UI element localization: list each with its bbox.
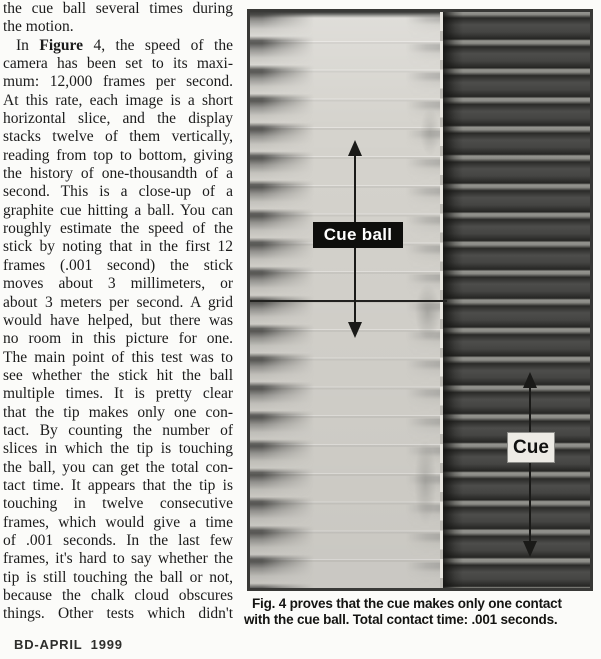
cue-label: Cue [508,433,554,462]
cue-stick-slices [443,12,590,588]
text-line: the motion. [3,18,74,36]
cue-ball-label: Cue ball [313,222,403,248]
text-line: things. Other tests which didn't [3,605,233,623]
text-line: about 3 meters per second. A grid [3,293,233,311]
text-line: that the tip makes only one con- [3,403,233,421]
text-line: roughly estimate the speed of the [3,220,233,238]
high-speed-photo [247,9,593,591]
text-line: graphite cue hitting a ball. You can [3,201,233,219]
page-footer: BD-APRIL 1999 [14,637,123,652]
caption-line: Fig. 4 proves that the cue makes only one contact [252,596,562,611]
text-line: reading from top to bottom, giving [3,146,233,164]
text-line: horizontal slice, and the display [3,110,233,128]
arrowhead-down-icon [348,322,362,338]
text-line: tact time. It appears that the tip is [3,476,233,494]
text-line: At this rate, each image is a short [3,91,233,109]
cue-arrow-icon [522,372,538,557]
text-line: the cue ball several times during [3,0,233,17]
text-line: mum: 12,000 frames per second. [3,73,233,91]
text-line: the history of one-thousandth of a [3,165,233,183]
text-line: second. This is a close-up of a [3,183,233,201]
text-line: frames, it's hard to say whether the [3,550,233,568]
text-line: tip is still touching the ball or not, [3,568,233,586]
arrowhead-down-icon [523,541,537,557]
text-line: see whether the stick hit the ball [3,366,233,384]
text-line: the ball, you can get the total con- [3,458,233,476]
text-line: The main point of this test was to [3,348,233,366]
text-line: touching in twelve consecutive [3,495,233,513]
text-line: stick by noting that in the first 12 [3,238,233,256]
text-line: frames, which would give a time [3,513,233,531]
figure-caption [244,596,598,627]
arrow-shaft [529,385,531,544]
text-line: multiple times. It is pretty clear [3,385,233,403]
text-line: would have helped, but there was [3,311,233,329]
text-line: of .001 seconds. In the last few [3,531,233,549]
text-line: moves about 3 millimeters, or [3,275,233,293]
text-line: In Figure 4, the speed of the [16,36,233,54]
text-line: frames (.001 second) the stick [3,256,233,274]
text-line: tact. By counting the number of [3,421,233,439]
article-body [3,0,233,624]
caption-line: with the cue ball. Total contact time: .001 seconds. [244,611,558,627]
text-line: because the chalk cloud obscures [3,587,233,604]
text-line: stacks twelve of them vertically, [3,128,233,146]
text-line: no room in this picture for one. [3,330,233,348]
text-line: camera has been set to its maxi- [3,55,233,73]
text-line: slices in which the tip is touching [3,440,233,458]
